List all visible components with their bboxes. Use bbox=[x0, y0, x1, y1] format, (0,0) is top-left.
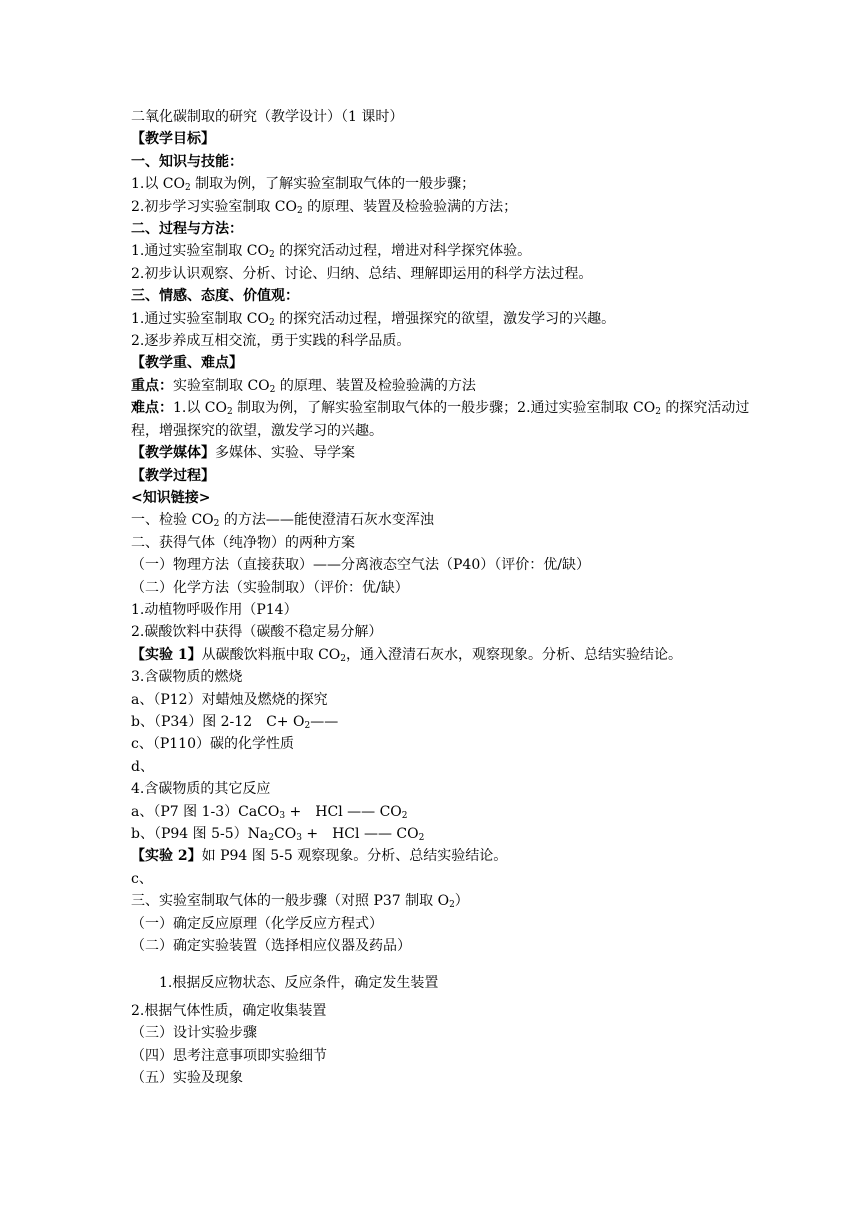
step-4: （四）思考注意事项即实验细节 bbox=[131, 1047, 327, 1064]
experiment-1-label: 【实验 1】 bbox=[131, 646, 202, 663]
key-point: 重点：实验室制取 $CO_2$ 的原理、装置及检验验满的方法 bbox=[131, 377, 476, 395]
step-1: （一）确定反应原理（化学反应方程式） bbox=[131, 915, 383, 932]
step-2: （二）确定实验装置（选择相应仪器及药品） bbox=[131, 938, 411, 955]
process-item-2: 2.初步认识观察、分析、讨论、归纳、总结、理解即运用的科学方法过程。 bbox=[131, 265, 593, 282]
process-heading: 二、过程与方法： bbox=[131, 221, 243, 238]
list-item-3a: a、（P12）对蜡烛及燃烧的探究 bbox=[131, 691, 328, 708]
process-item-1: 1.通过实验室制取 $CO_2$ 的探究活动过程，增进对科学探究体验。 bbox=[131, 243, 532, 261]
knowledge-item-1: 1.以 $CO_2$ 制取为例，了解实验室制取气体的一般步骤； bbox=[131, 176, 476, 194]
emotion-item-2: 2.逐步养成互相交流，勇于实践的科学品质。 bbox=[131, 333, 411, 350]
step-3: （三）设计实验步骤 bbox=[131, 1025, 257, 1042]
experiment-2: 【实验 2】如 P94 图 5-5 观察现象。分析、总结实验结论。 bbox=[131, 848, 508, 865]
link-item-2-2: （二）化学方法（实验制取）（评价：优/缺） bbox=[131, 579, 409, 596]
link-item-2: 二、获得气体（纯净物）的两种方案 bbox=[131, 534, 355, 551]
steps-heading: 三、实验室制取气体的一般步骤（对照 P37 制取 $O_2$） bbox=[131, 893, 469, 911]
list-item-3: 3.含碳物质的燃烧 bbox=[131, 669, 243, 686]
list-item-4b: b、（P94 图 $5-5)Na_2CO_3$ + HCl —— $CO_2$ bbox=[131, 826, 425, 843]
link-item-1: 一、检验 $CO_2$ 的方法——能使澄清石灰水变浑浊 bbox=[131, 512, 434, 530]
step-5: （五）实验及现象 bbox=[131, 1070, 243, 1087]
knowledge-item-2: 2.初步学习实验室制取 $CO_2$ 的原理、装置及检验验满的方法； bbox=[131, 198, 518, 216]
list-item-3b: b、（P34）图 2-12 $C+ O_2——$ bbox=[131, 713, 339, 731]
difficulty-label: 难点： bbox=[131, 400, 173, 417]
key-label: 重点： bbox=[131, 377, 173, 394]
emotion-heading: 三、情感、态度、价值观： bbox=[131, 288, 299, 305]
list-item-3d: d、 bbox=[131, 758, 154, 775]
document-body bbox=[131, 106, 751, 1089]
step-2-1: 1.根据反应物状态、反应条件，确定发生装置 bbox=[159, 975, 439, 992]
keypoints-heading: 【教学重、难点】 bbox=[131, 355, 243, 372]
list-item-4a: a、（P7 图 1-3）CaCO$_3$ + HCl —— $CO_2$ bbox=[131, 803, 408, 821]
link-heading: <知识链接> bbox=[131, 489, 211, 506]
experiment-2-label: 【实验 2】 bbox=[131, 848, 202, 865]
difficulty-point: 难点：1.以 $CO_2$ 制取为例，了解实验室制取气体的一般步骤；2.通过实验室制取 $CO_2$ 的探究活动过程，增强探究的欲望，激发学习的兴趣。 bbox=[131, 400, 750, 439]
objectives-heading: 【教学目标】 bbox=[131, 131, 215, 148]
document-title: 二氧化碳制取的研究（教学设计）（1 课时） bbox=[131, 109, 404, 125]
list-item-2: 2.碳酸饮料中获得（碳酸不稳定易分解） bbox=[131, 624, 383, 641]
knowledge-heading: 一、知识与技能： bbox=[131, 153, 243, 170]
list-item-4: 4.含碳物质的其它反应 bbox=[131, 781, 271, 798]
experiment-1: 【实验 1】从碳酸饮料瓶中取 $CO_2$，通入澄清石灰水，观察现象。分析、总结实验结论。 bbox=[131, 646, 682, 664]
step-2-2: 2.根据气体性质，确定收集装置 bbox=[131, 1002, 327, 1019]
list-item-3c: c、（P110）碳的化学性质 bbox=[131, 736, 294, 753]
link-item-2-1: （一）物理方法（直接获取）——分离液态空气法（P40）（评价：优/缺） bbox=[131, 557, 590, 574]
list-item-4c: c、 bbox=[131, 870, 153, 887]
media-line: 【教学媒体】多媒体、实验、导学案 bbox=[131, 445, 355, 462]
list-item-1: 1.动植物呼吸作用（P14） bbox=[131, 601, 298, 618]
emotion-item-1: 1.通过实验室制取 $CO_2$ 的探究活动过程，增强探究的欲望，激发学习的兴趣。 bbox=[131, 310, 616, 328]
procedure-heading: 【教学过程】 bbox=[131, 467, 215, 484]
media-label: 【教学媒体】 bbox=[131, 445, 215, 462]
